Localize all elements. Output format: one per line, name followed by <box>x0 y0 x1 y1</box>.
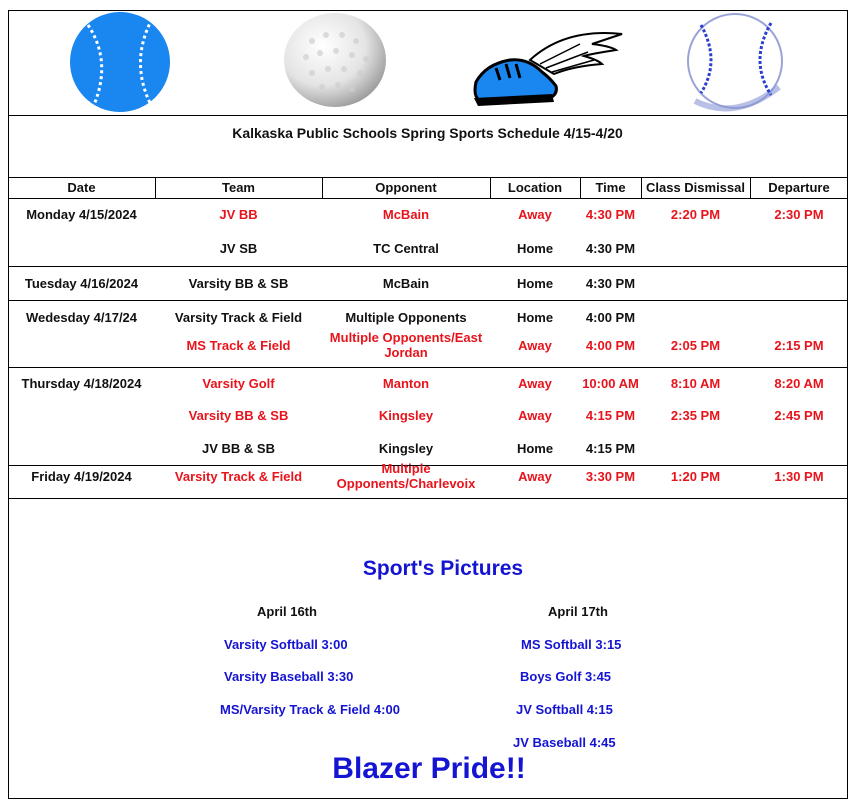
cell-date: Thursday 4/18/2024 <box>21 375 142 391</box>
picture-item: Varsity Baseball 3:30 <box>224 669 354 684</box>
column-header-departure: Departure <box>768 179 830 195</box>
cell-departure <box>750 437 848 459</box>
cell-time: 4:15 PM <box>585 440 636 456</box>
cell-dismissal <box>641 237 750 259</box>
cell-location: Away <box>518 337 552 353</box>
cell-time: 4:30 PM <box>585 275 636 291</box>
cell-team: JV BB & SB <box>202 440 275 456</box>
cell-dismissal: 2:35 PM <box>670 407 721 423</box>
cell-opponent: McBain <box>382 275 430 291</box>
cell-date: Monday 4/15/2024 <box>26 206 137 222</box>
cell-location: Home <box>516 240 554 256</box>
cell-team: JV BB <box>219 206 258 222</box>
cell-team: JV SB <box>219 240 258 256</box>
cell-dismissal: 8:10 AM <box>670 375 721 391</box>
cell-date <box>8 334 155 356</box>
column-header-location: Location <box>507 179 563 195</box>
column-header-team: Team <box>222 179 255 195</box>
cell-time: 4:15 PM <box>585 407 636 423</box>
cell-time: 4:30 PM <box>585 206 636 222</box>
cell-date: Wedesday 4/17/24 <box>25 309 138 325</box>
picture-item: Boys Golf 3:45 <box>520 669 612 684</box>
column-header-dismissal: Class Dismissal <box>645 179 745 195</box>
pictures-title: Sport's Pictures <box>362 557 524 580</box>
cell-team: Varsity BB & SB <box>188 407 289 423</box>
cell-team: Varsity Track & Field <box>174 309 303 325</box>
picture-item: JV Softball 4:15 <box>516 702 613 717</box>
cell-opponent: McBain <box>382 206 430 222</box>
cell-departure: 1:30 PM <box>774 468 824 484</box>
cell-opponent: Multiple Opponents/Charlevoix <box>336 461 476 491</box>
schedule-title: Kalkaska Public Schools Spring Sports Schedule 4/15-4/20 <box>232 125 623 141</box>
cell-time: 10:00 AM <box>582 375 639 391</box>
cell-opponent: Kingsley <box>378 407 434 423</box>
cell-dismissal: 2:20 PM <box>670 206 721 222</box>
cell-opponent: TC Central <box>373 240 439 256</box>
picture-item: JV Baseball 4:45 <box>513 735 616 750</box>
column-header-time: Time <box>595 179 626 195</box>
cell-departure <box>750 306 848 328</box>
cell-departure <box>750 237 848 259</box>
cell-location: Home <box>516 309 554 325</box>
column-header-opponent: Opponent <box>375 179 437 195</box>
cell-location: Home <box>516 440 554 456</box>
picture-item: Varsity Softball 3:00 <box>224 637 348 652</box>
cell-dismissal <box>641 306 750 328</box>
cell-location: Away <box>518 375 552 391</box>
picture-item: MS Softball 3:15 <box>521 637 622 652</box>
cell-location: Home <box>516 275 554 291</box>
cell-time: 4:00 PM <box>585 309 636 325</box>
cell-date: Friday 4/19/2024 <box>31 468 132 484</box>
cell-dismissal <box>641 272 750 294</box>
cell-departure: 2:15 PM <box>774 337 824 353</box>
picture-item: MS/Varsity Track & Field 4:00 <box>220 702 400 717</box>
cell-dismissal: 2:05 PM <box>670 337 721 353</box>
cell-departure <box>750 272 848 294</box>
pictures-day2-label: April 17th <box>548 604 608 619</box>
cell-opponent: Kingsley <box>378 440 434 456</box>
cell-location: Away <box>518 468 552 484</box>
cell-dismissal: 1:20 PM <box>670 468 721 484</box>
column-header-date: Date <box>67 179 96 195</box>
cell-opponent: Manton <box>382 375 430 391</box>
cell-departure: 8:20 AM <box>774 375 824 391</box>
cell-date <box>8 437 155 459</box>
cell-team: Varsity BB & SB <box>188 275 289 291</box>
cell-team: MS Track & Field <box>186 337 291 353</box>
blazer-pride-slogan: Blazer Pride!! <box>332 752 526 785</box>
cell-opponent: Multiple Opponents <box>345 309 467 325</box>
cell-time: 4:30 PM <box>585 240 636 256</box>
pictures-day1-label: April 16th <box>257 604 317 619</box>
cell-departure: 2:30 PM <box>774 206 824 222</box>
cell-time: 4:00 PM <box>585 337 636 353</box>
cell-dismissal <box>641 437 750 459</box>
cell-opponent: Multiple Opponents/East Jordan <box>329 330 483 360</box>
cell-location: Away <box>518 206 552 222</box>
cell-date: Tuesday 4/16/2024 <box>24 275 139 291</box>
cell-date <box>8 404 155 426</box>
cell-location: Away <box>518 407 552 423</box>
cell-date <box>8 237 155 259</box>
cell-time: 3:30 PM <box>585 468 636 484</box>
cell-departure: 2:45 PM <box>774 407 824 423</box>
cell-team: Varsity Track & Field <box>174 468 303 484</box>
cell-team: Varsity Golf <box>202 375 275 391</box>
